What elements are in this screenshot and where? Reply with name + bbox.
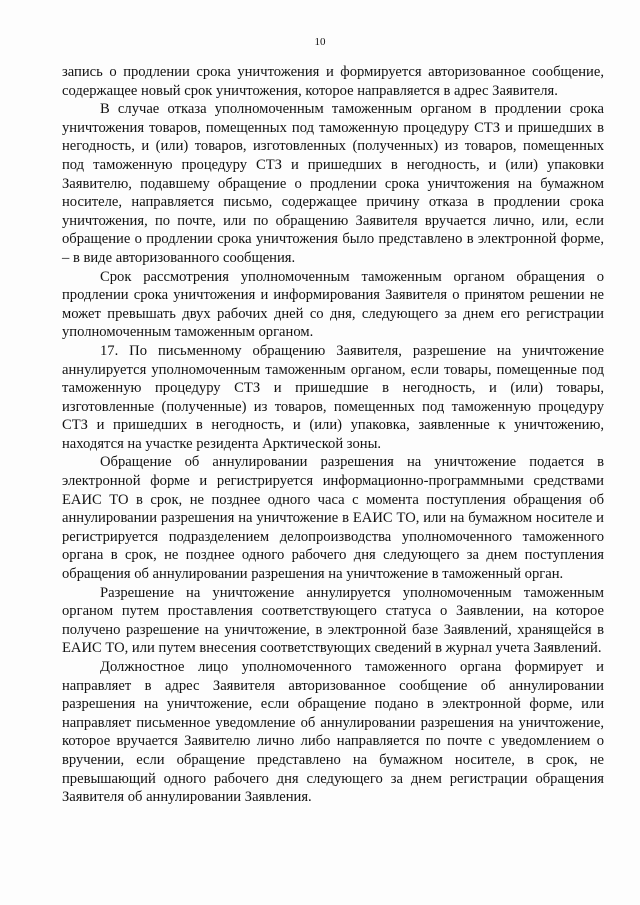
paragraph-clause-17: 17. По письменному обращению Заявителя, разрешение на уничтожение аннулируется уполномоченным таможенным органом, если товары, помещенные под таможенную процедуру СТЗ и пришедшие в негодность, и (или) товары, изготовленные (полученные) из товаров, помещенных под таможенную процедуру СТЗ и пришедших в негодность, и (или) упаковка, заявленные к уничтожению, находятся на участке резидента Арктической зоны. [62, 342, 604, 452]
document-body [62, 63, 604, 807]
paragraph-cancellation-status: Разрешение на уничтожение аннулируется уполномоченным таможенным органом путем проставления соответствующего статуса о Заявлении, на которое получено разрешение на уничтожение, в электронной базе Заявлений, хранящейся в ЕАИС ТО, или путем внесения соответствующих сведений в журнал учета Заявлений. [62, 584, 604, 657]
paragraph-cancellation-request: Обращение об аннулировании разрешения на уничтожение подается в электронной форме и регистрируется информационно-программными средствами ЕАИС ТО в срок, не позднее одного часа с момента поступления обращения об аннулировании разрешения на уничтожение в ЕАИС ТО, или на бумажном носителе и регистрируется подразделением делопроизводства уполномоченного таможенного органа в срок, не позднее одного рабочего дня следующего за днем поступления обращения об аннулировании разрешения на уничтожение в таможенный орган. [62, 454, 604, 583]
paragraph-cancellation-notice: Должностное лицо уполномоченного таможенного органа формирует и направляет в адрес Заявителя авторизованное сообщение об аннулировании разрешения на уничтожение, если обращение подано в электронной форме, или направляет письменное уведомление об аннулировании разрешения на уничтожение, которое вручается Заявителю лично либо направляется по почте с уведомлением о вручении, если обращение представлено на бумажном носителе, в срок, не превышающий одного рабочего дня следующего за днем регистрации обращения Заявителя об аннулировании Заявления. [62, 659, 604, 806]
page-number: 10 [314, 36, 326, 48]
paragraph-review-period: Срок рассмотрения уполномоченным таможенным органом обращения о продлении срока уничтожения и информирования Заявителя о принятом решении не может превышать двух рабочих дней со дня, следующего за днем его регистрации уполномоченным таможенным органом. [62, 268, 604, 341]
paragraph-extension-refusal: В случае отказа уполномоченным таможенным органом в продлении срока уничтожения товаров, помещенных под таможенную процедуру СТЗ и пришедших в негодность, и (или) товаров, изготовленных (полученных) из товаров, помещенных под таможенную процедуру СТЗ и пришедших в негодность, и (или) упаковки Заявителю, подавшему обращение о продлении срока уничтожения на бумажном носителе, направляется письмо, содержащее причину отказа в продлении срока уничтожения, по почте, или по обращению Заявителя вручается лично, или, если обращение о продлении срока уничтожения было представлено в электронной форме, – в виде авторизованного сообщения. [62, 101, 604, 266]
paragraph-continuation: запись о продлении срока уничтожения и формируется авторизованное сообщение, содержащее новый срок уничтожения, которое направляется в адрес Заявителя. [62, 64, 604, 99]
